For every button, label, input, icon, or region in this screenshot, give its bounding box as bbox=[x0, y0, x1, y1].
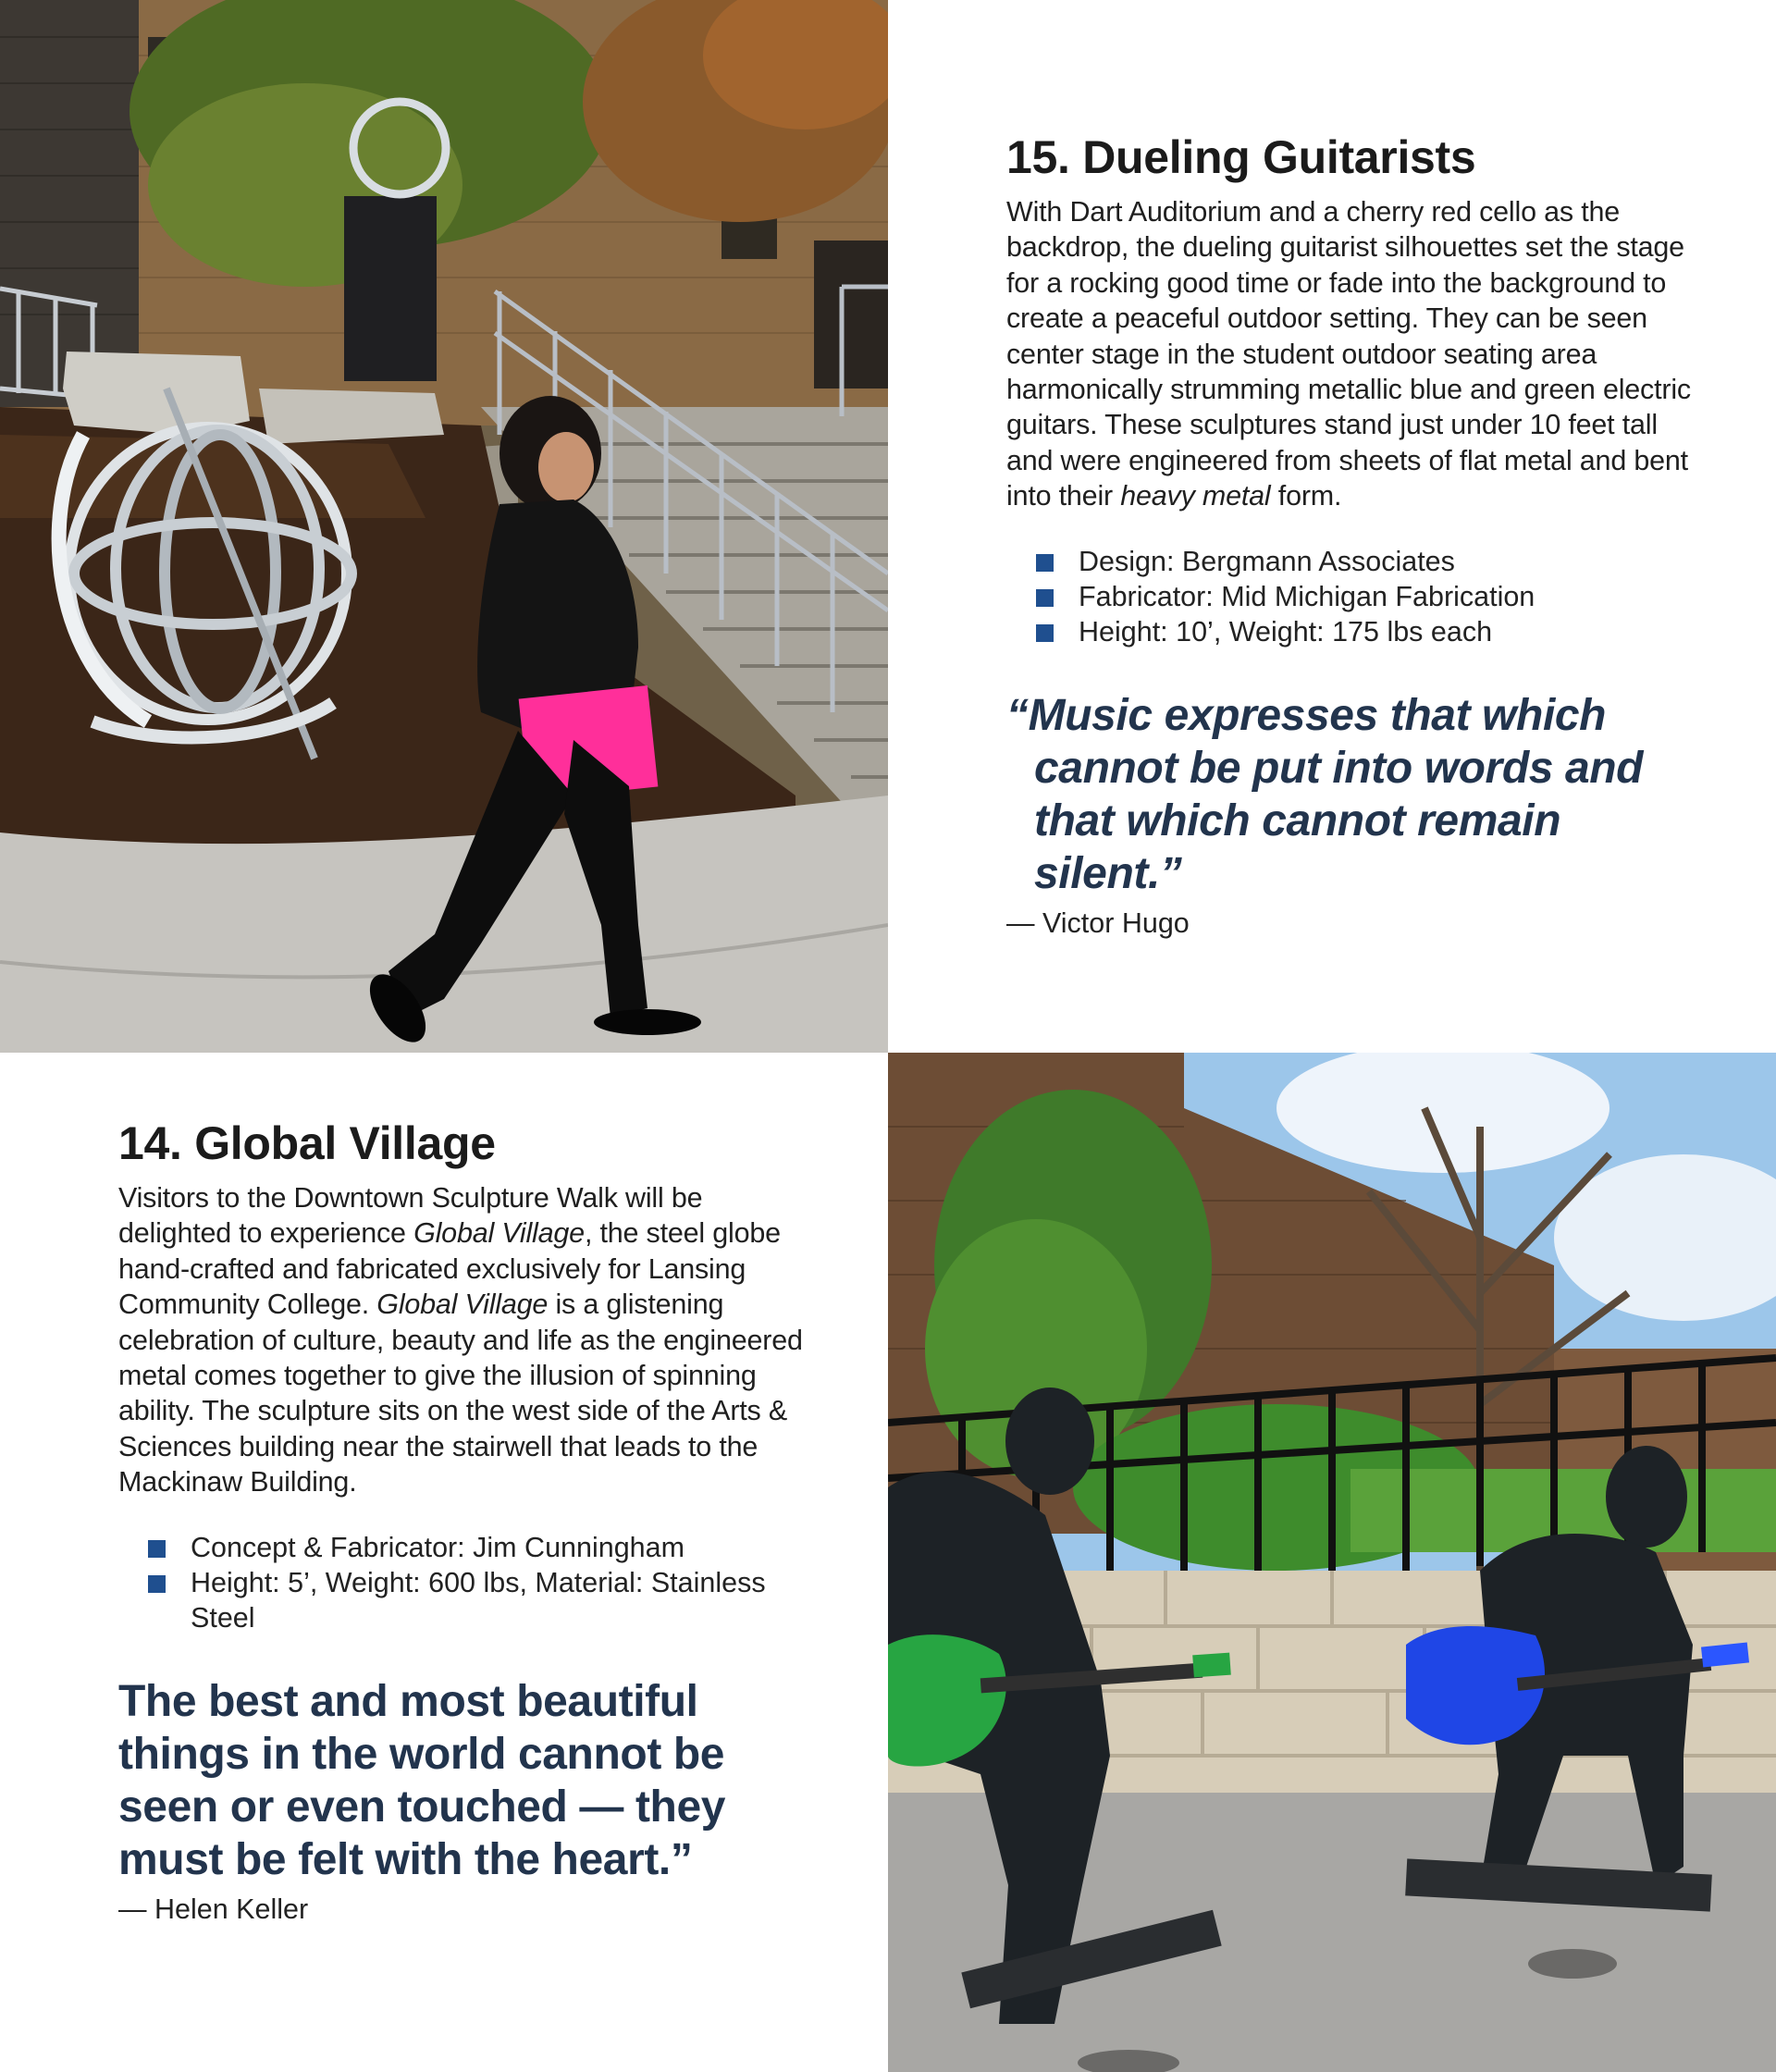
section-dueling-guitarists bbox=[1006, 130, 1709, 941]
shoe bbox=[594, 1009, 701, 1035]
description-italic-text: Global Village bbox=[413, 1217, 585, 1250]
pull-quote: “Music expresses that which cannot be put into words and that which cannot remain silent.” bbox=[1006, 690, 1644, 898]
section-title: 14. Global Village bbox=[118, 1117, 496, 1169]
square-bullet-icon bbox=[148, 1575, 166, 1593]
photo-dueling-guitarists bbox=[888, 1053, 1776, 2072]
pull-quote: The best and most beautiful things in the world cannot be seen or even touched — they must be felt with the heart.” bbox=[118, 1676, 726, 1884]
dueling-guitarists-photo-art bbox=[888, 1053, 1776, 2072]
quote-attribution: — Helen Keller bbox=[118, 1893, 309, 1925]
description-italic-text: Global Village bbox=[376, 1289, 549, 1321]
description-text: Visitors to the Downtown Sculpture Walk will be delighted to experience bbox=[118, 1182, 703, 1250]
description-text: , the steel globe hand-crafted and fabricated exclusively for Lansing Community College. bbox=[118, 1217, 781, 1321]
section-description bbox=[1006, 194, 1709, 514]
square-bullet-icon bbox=[148, 1540, 166, 1558]
quote-attribution: — Victor Hugo bbox=[1006, 906, 1190, 939]
photo-global-village bbox=[0, 0, 888, 1053]
boulder-2 bbox=[259, 388, 444, 444]
boulder bbox=[63, 352, 250, 435]
fact-item: Design: Bergmann Associates bbox=[1006, 544, 1709, 579]
section-title: 15. Dueling Guitarists bbox=[1006, 131, 1476, 183]
fact-item: Concept & Fabricator: Jim Cunningham bbox=[118, 1530, 821, 1565]
facts-list bbox=[1006, 544, 1709, 650]
global-village-photo-art bbox=[0, 0, 888, 1053]
fact-item: Height: 10’, Weight: 175 lbs each bbox=[1006, 614, 1709, 649]
doorway bbox=[814, 240, 888, 388]
square-bullet-icon bbox=[1036, 589, 1054, 607]
pedestal bbox=[344, 196, 437, 381]
fact-item: Height: 5’, Weight: 600 lbs, Material: Stainless Steel bbox=[118, 1565, 821, 1636]
description-text-end: form. bbox=[1277, 480, 1342, 512]
description-text: is a glistening celebration of culture, beauty and life as the engineered metal comes together to give the illusion of spinning ability. The sculpture sits on the west side of the Arts & Sciences building near the stairwell that leads to the Mackinaw Building. bbox=[118, 1289, 803, 1498]
description-italic-text: heavy metal bbox=[1120, 480, 1271, 512]
fact-item: Fabricator: Mid Michigan Fabrication bbox=[1006, 579, 1709, 614]
square-bullet-icon bbox=[1036, 624, 1054, 642]
square-bullet-icon bbox=[1036, 554, 1054, 572]
section-global-village bbox=[118, 1116, 821, 1927]
description-text: With Dart Auditorium and a cherry red cello as the backdrop, the dueling guitarist silhouettes set the stage for a rocking good time or fade into the background to create a peaceful outdoor setting. They can be seen center stage in the student outdoor seating area harmonically strumming metallic blue and green electric guitars. These sculptures stand just under 10 feet tall and were engineered from sheets of flat metal and bent into their bbox=[1006, 196, 1691, 512]
section-description bbox=[118, 1180, 821, 1500]
facts-list bbox=[118, 1530, 821, 1636]
ground-light bbox=[1528, 1949, 1617, 1979]
